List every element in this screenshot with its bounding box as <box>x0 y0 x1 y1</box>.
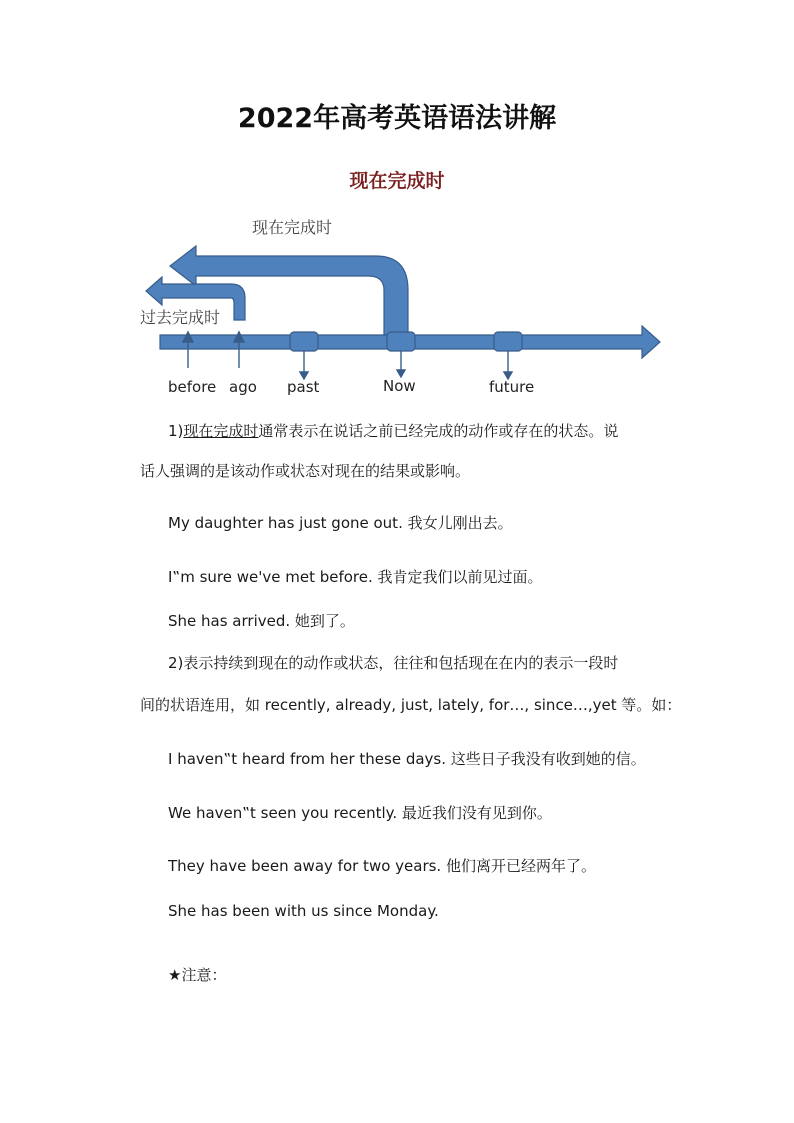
p1-prefix: 1) <box>168 422 184 440</box>
paragraph-2-line-2: 间的状语连用，如 recently, already, just, lately, for…, since…,yet 等。如： <box>140 696 682 714</box>
label-ago: ago <box>229 378 257 396</box>
example-3: She has arrived. 她到了。 <box>168 612 355 630</box>
label-future: future <box>489 378 535 396</box>
label-now: Now <box>383 377 416 395</box>
example-5: We haven‟t seen you recently. 最近我们没有见到你。 <box>168 804 552 822</box>
label-past-perfect: 过去完成时 <box>140 308 221 327</box>
label-present-perfect: 现在完成时 <box>252 218 333 237</box>
example-6: They have been away for two years. 他们离开已经两年了。 <box>168 857 596 875</box>
example-1: My daughter has just gone out. 我女儿刚出去。 <box>168 514 513 532</box>
p1-term: 现在完成时 <box>183 422 259 440</box>
example-2: I‟m sure we've met before. 我肯定我们以前见过面。 <box>168 568 543 586</box>
example-7: She has been with us since Monday. <box>168 902 439 920</box>
now-down-arrow <box>397 370 405 377</box>
marker-past <box>290 332 318 351</box>
label-past: past <box>287 378 320 396</box>
label-before: before <box>168 378 217 396</box>
marker-now <box>387 332 415 351</box>
example-4: I haven‟t heard from her these days. 这些日子我没有收到她的信。 <box>168 750 646 768</box>
note-heading: ★注意： <box>168 966 227 984</box>
paragraph-2-line-1: 2)表示持续到现在的动作或状态，往往和包括现在在内的表示一段时 <box>168 654 619 672</box>
marker-future <box>494 332 522 351</box>
section-title: 现在完成时 <box>349 170 445 192</box>
p1-rest: 通常表示在说话之前已经完成的动作或存在的状态。说 <box>258 422 619 440</box>
paragraph-1-line-2: 话人强调的是该动作或状态对现在的结果或影响。 <box>140 462 471 480</box>
page-title: 2022年高考英语语法讲解 <box>237 103 557 134</box>
paragraph-1-line-1 <box>168 424 688 439</box>
tense-timeline-diagram <box>130 208 670 408</box>
